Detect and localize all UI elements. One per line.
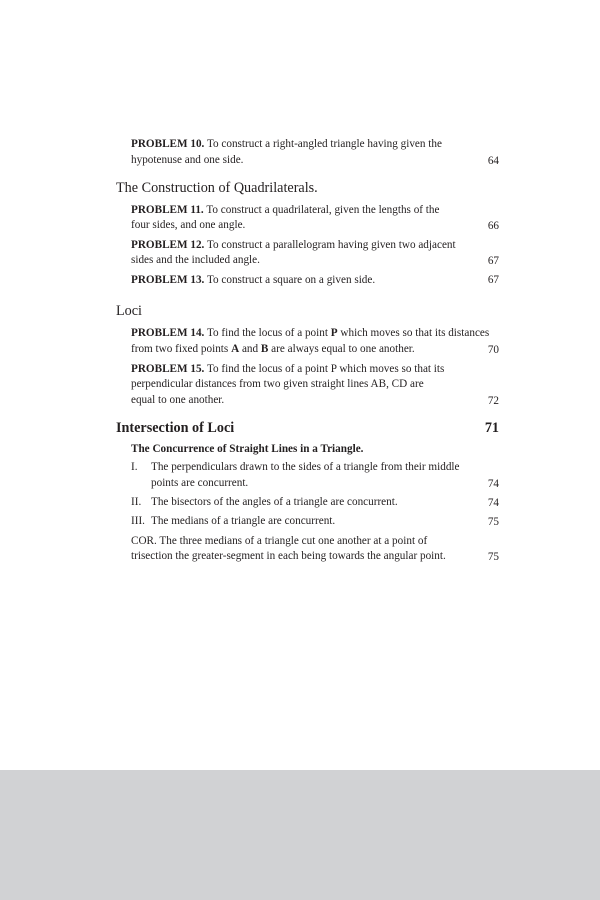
problem-11-line-1: PROBLEM 11. To construct a quadrilateral, given the lengths of the xyxy=(131,204,440,216)
problem-12-line-1: PROBLEM 12. To construct a parallelogram having given two adjacent xyxy=(131,239,456,251)
subsection-heading-concurrence: The Concurrence of Straight Lines in a Triangle. xyxy=(131,443,364,455)
problem-14-label: PROBLEM 14. xyxy=(131,327,205,339)
item-iii-page-number: 75 xyxy=(487,516,499,528)
item-ii-numeral: II. xyxy=(131,496,142,508)
item-iii-numeral: III. xyxy=(131,515,145,527)
problem-11-label: PROBLEM 11. xyxy=(131,204,204,216)
section-heading-quadrilaterals: The Construction of Quadrilaterals. xyxy=(116,180,318,196)
item-i-numeral: I. xyxy=(131,461,138,473)
problem-13-line-1: PROBLEM 13. To construct a square on a given side. xyxy=(131,274,376,286)
problem-11-page-number: 66 xyxy=(487,220,499,232)
problem-11-line-2: four sides, and one angle. xyxy=(131,219,246,231)
item-ii-line-1: The bisectors of the angles of a triangle are concurrent. xyxy=(151,496,398,508)
problem-15-line-1: PROBLEM 15. To find the locus of a point P which moves so that its xyxy=(131,363,445,375)
problem-13-page-number: 67 xyxy=(487,274,499,286)
problem-12-label: PROBLEM 12. xyxy=(131,239,205,251)
problem-10-line-1: PROBLEM 10. To construct a right-angled triangle having given the xyxy=(131,138,442,150)
footer-band xyxy=(0,770,600,900)
item-i-line-1: The perpendiculars drawn to the sides of a triangle from their middle xyxy=(151,461,460,473)
problem-15-line-3: equal to one another. xyxy=(131,394,225,406)
item-i-page-number: 74 xyxy=(487,478,499,490)
problem-15-label: PROBLEM 15. xyxy=(131,363,205,375)
item-iii-line-1: The medians of a triangle are concurrent. xyxy=(151,515,336,527)
problem-12-line-2: sides and the included angle. xyxy=(131,254,260,266)
problem-14-line-2: from two fixed points A and B are always equal to one another. xyxy=(131,343,415,355)
section-heading-intersection: Intersection of Loci xyxy=(116,420,235,436)
corollary-line-2: trisection the greater-segment in each being towards the angular point. xyxy=(131,550,446,562)
problem-13-label: PROBLEM 13. xyxy=(131,274,205,286)
item-i-line-2: points are concurrent. xyxy=(151,477,249,489)
problem-12-page-number: 67 xyxy=(487,255,499,267)
problem-15-page-number: 72 xyxy=(487,395,499,407)
corollary-line-1: COR. The three medians of a triangle cut one another at a point of xyxy=(131,535,428,547)
problem-14-page-number: 70 xyxy=(487,344,499,356)
problem-10-line-2: hypotenuse and one side. xyxy=(131,154,244,166)
problem-15-line-2: perpendicular distances from two given straight lines AB, CD are xyxy=(131,378,424,390)
problem-14-line-1: PROBLEM 14. To find the locus of a point P which moves so that its distances xyxy=(131,327,490,339)
corollary-page-number: 75 xyxy=(487,551,499,563)
section-intersection-page-number: 71 xyxy=(484,420,499,436)
problem-10-page-number: 64 xyxy=(487,155,499,167)
section-heading-loci: Loci xyxy=(116,303,142,319)
item-ii-page-number: 74 xyxy=(487,497,499,509)
problem-10-label: PROBLEM 10. xyxy=(131,138,205,150)
